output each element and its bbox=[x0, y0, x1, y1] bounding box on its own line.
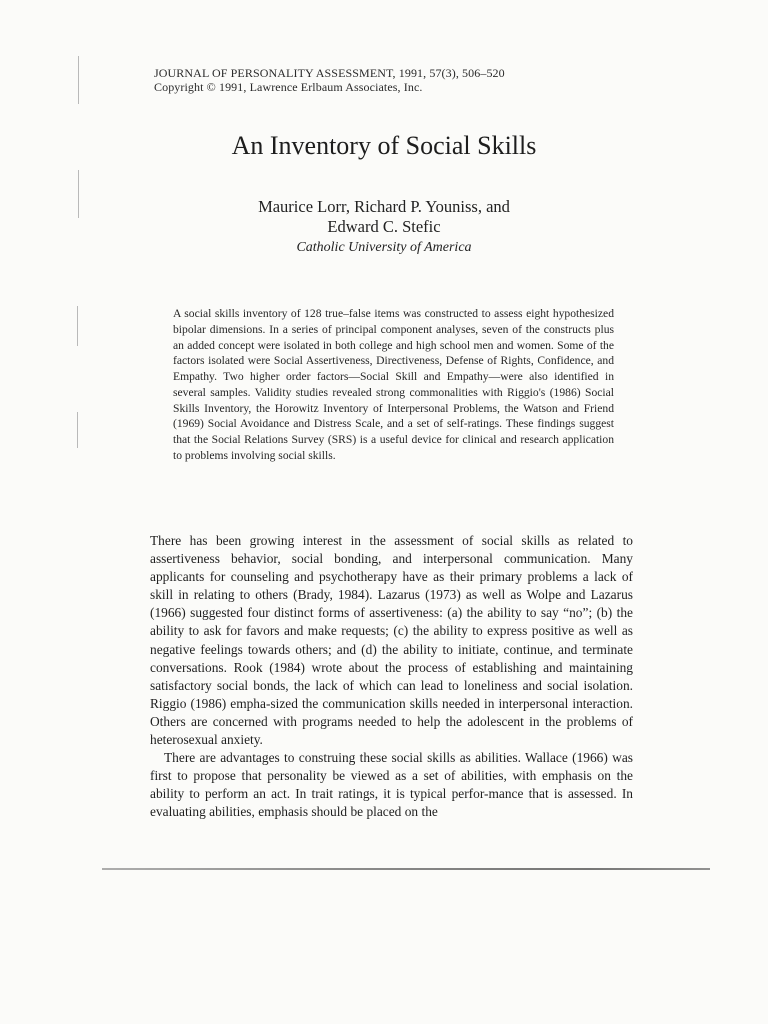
author-list bbox=[0, 197, 768, 237]
author-line-2: Edward C. Stefic bbox=[327, 217, 441, 236]
footer-rule bbox=[102, 868, 710, 870]
journal-citation: JOURNAL OF PERSONALITY ASSESSMENT, 1991, 57(3), 506–520 bbox=[154, 66, 505, 80]
abstract: A social skills inventory of 128 true–false items was constructed to assess eight hypothesized bipolar dimensions. In a series of principal component analyses, seven of the constructs plus an added concept were isolated in both college and high school men and women. Some of the factors isolated were Social Assertiveness, Directiveness, Defense of Rights, Confidence, and Empathy. Two higher order factors—Social Skill and Empathy—were also identified in several samples. Validity studies revealed strong commonalities with Riggio's (1986) Social Skills Inventory, the Horowitz Inventory of Interpersonal Problems, the Watson and Friend (1969) Social Avoidance and Distress Scale, and a set of self-ratings. These findings suggest that the Social Relations Survey (SRS) is a useful device for clinical and research application to problems involving social skills. bbox=[173, 307, 614, 462]
body-text bbox=[150, 532, 633, 822]
left-margin-mark bbox=[77, 306, 78, 346]
left-margin-mark bbox=[78, 56, 79, 104]
body-paragraph: There are advantages to construing these social skills as abilities. Wallace (1966) was first to propose that personality be viewed as a set of abilities, with emphasis on the ability to perform an act. In trait ratings, it is typical perfor-mance that is assessed. In evaluating abilities, emphasis should be placed on the bbox=[150, 750, 633, 820]
author-line-1: Maurice Lorr, Richard P. Youniss, and bbox=[258, 197, 510, 216]
paper-title: An Inventory of Social Skills bbox=[231, 131, 537, 160]
left-margin-mark bbox=[77, 412, 78, 448]
body-paragraph: There has been growing interest in the assessment of social skills as related to assertiveness behavior, social bonding, and interpersonal communication. Many applicants for counseling and psychotherapy have as their primary problems a lack of skill in relating to others (Brady, 1984). Lazarus (1973) as well as Wolpe and Lazarus (1966) suggested four distinct forms of assertiveness: (a) the ability to say “no”; (b) the ability to ask for favors and make requests; (c) the ability to express positive as well as negative feelings towards others; and (d) the ability to initiate, continue, and terminate conversations. Rook (1984) wrote about the process of establishing and maintaining satisfactory social bonds, the lack of which can lead to loneliness and social isolation. Riggio (1986) empha-sized the communication skills needed in interpersonal interaction. Others are concerned with programs needed to help the adolescent in the problems of heterosexual anxiety. bbox=[150, 533, 633, 748]
journal-header bbox=[154, 66, 505, 94]
copyright-notice: Copyright © 1991, Lawrence Erlbaum Associates, Inc. bbox=[154, 80, 423, 94]
author-affiliation: Catholic University of America bbox=[296, 240, 472, 255]
